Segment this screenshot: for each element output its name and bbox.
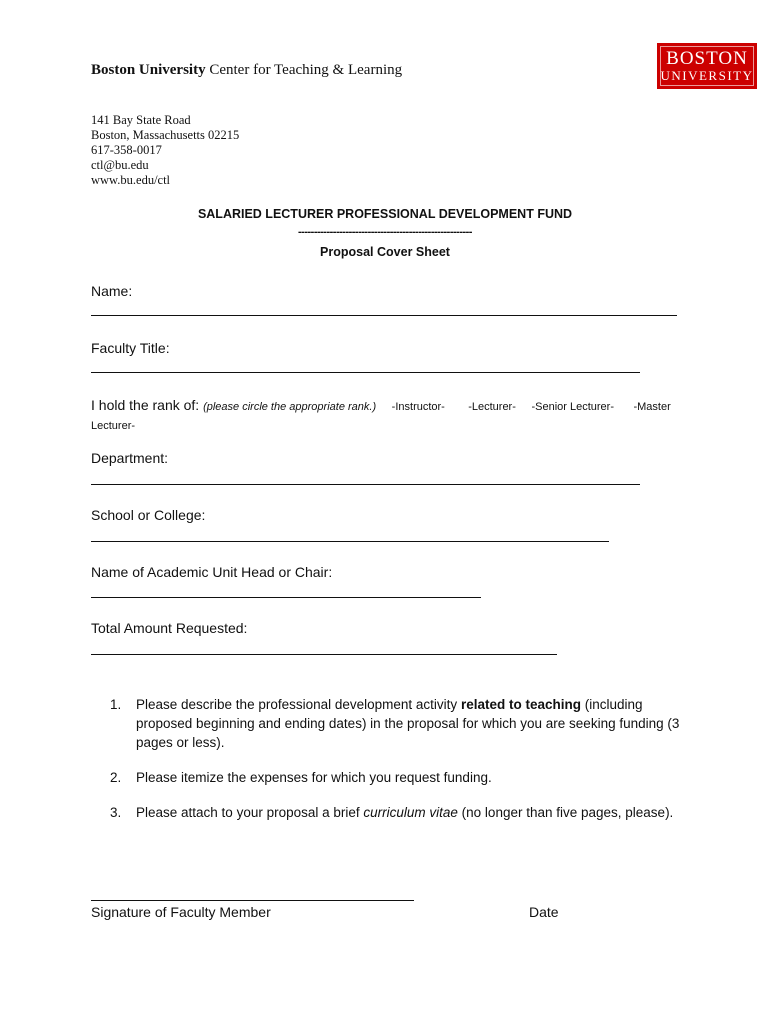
address-street: 141 Bay State Road <box>91 113 191 127</box>
center-name: Center for Teaching & Learning <box>205 62 403 78</box>
department-label: Department: <box>91 450 169 466</box>
address-phone: 617-358-0017 <box>91 143 162 157</box>
item-text: Please itemize the expenses for which you request funding. <box>136 770 492 785</box>
name-line[interactable] <box>91 315 677 316</box>
faculty-title-line[interactable] <box>91 372 640 373</box>
amount-line[interactable] <box>91 654 557 655</box>
address-block <box>91 113 239 188</box>
rank-option-senior-lecturer[interactable]: -Senior Lecturer- <box>531 401 614 413</box>
boston-university-logo <box>657 43 757 89</box>
university-name: Boston University <box>91 62 206 78</box>
list-item <box>110 803 700 822</box>
form-subtitle: Proposal Cover Sheet <box>320 245 450 259</box>
list-item <box>110 768 700 787</box>
address-email: ctl@bu.edu <box>91 158 149 172</box>
date-label: Date <box>529 904 559 920</box>
form-title: SALARIED LECTURER PROFESSIONAL DEVELOPMENT FUND <box>197 207 573 221</box>
logo-line-2: UNIVERSITY <box>660 68 754 83</box>
address-city: Boston, Massachusetts 02215 <box>91 128 240 142</box>
unit-head-line[interactable] <box>91 597 481 598</box>
address-website: www.bu.edu/ctl <box>91 173 171 187</box>
logo-line-1: BOSTON <box>666 48 748 69</box>
amount-label: Total Amount Requested: <box>91 620 248 636</box>
name-label: Name: <box>91 283 133 299</box>
signature-label: Signature of Faculty Member <box>91 904 271 920</box>
rank-option-master-lecturer[interactable]: -Master Lecturer- <box>91 401 671 432</box>
rank-hint: (please circle the appropriate rank.) <box>203 401 377 413</box>
list-item <box>110 695 700 752</box>
rank-label: I hold the rank of: <box>91 397 204 413</box>
faculty-title-label: Faculty Title: <box>91 340 170 356</box>
rank-row <box>91 397 681 435</box>
signature-line[interactable] <box>91 900 414 901</box>
item-text: Please describe the professional development activity related to teaching (including proposed beginning and ending dates) in the proposal for which you are seeking funding (3 pages or less). <box>136 697 680 750</box>
item-number: 3. <box>110 805 122 820</box>
department-line[interactable] <box>91 484 640 485</box>
item-number: 2. <box>110 770 122 785</box>
header-organization <box>91 62 402 79</box>
rank-option-lecturer[interactable]: -Lecturer- <box>468 401 516 413</box>
item-number: 1. <box>110 697 122 712</box>
school-label: School or College: <box>91 507 206 523</box>
school-line[interactable] <box>91 541 609 542</box>
rank-option-instructor[interactable]: -Instructor- <box>391 401 445 413</box>
title-divider: ------------------------------------------------------- <box>298 226 472 238</box>
instruction-list <box>110 695 700 838</box>
unit-head-label: Name of Academic Unit Head or Chair: <box>91 564 333 580</box>
item-text: Please attach to your proposal a brief curriculum vitae (no longer than five pages, please). <box>136 805 674 820</box>
